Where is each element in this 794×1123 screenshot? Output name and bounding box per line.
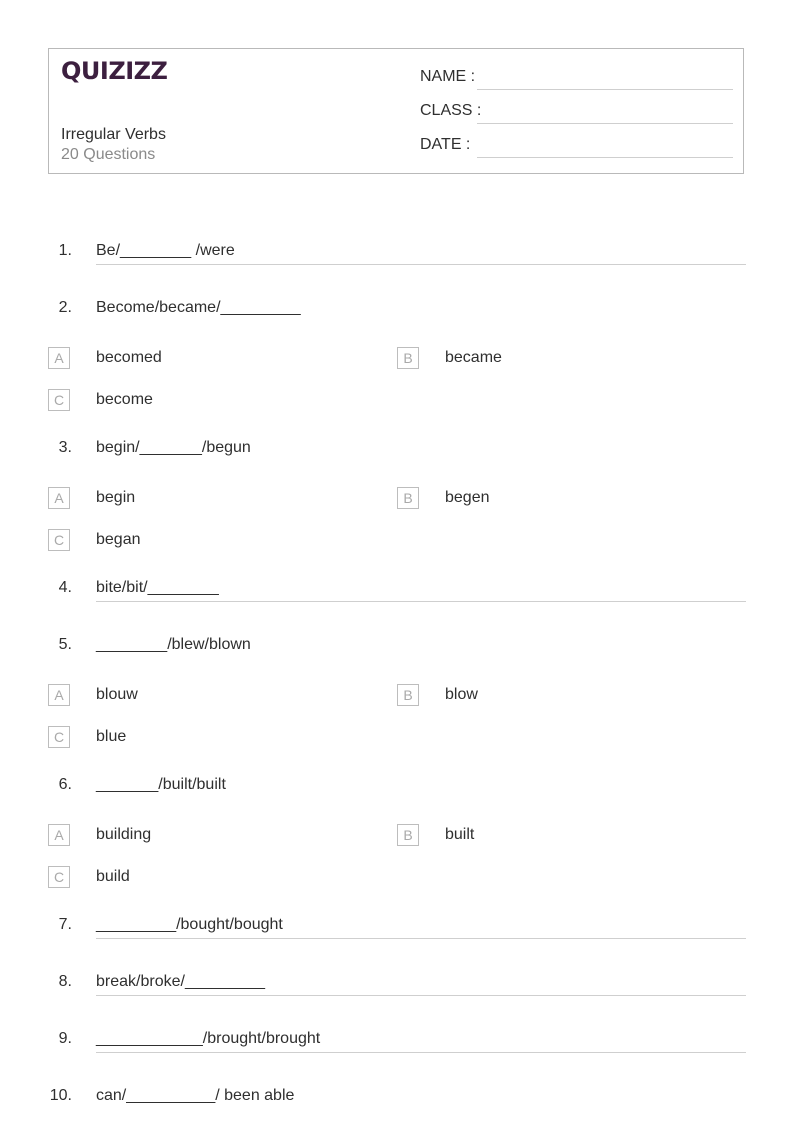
class-label: CLASS :: [420, 102, 482, 119]
worksheet-title: Irregular Verbs: [61, 126, 166, 143]
option-text: building: [96, 826, 152, 843]
answer-line[interactable]: [96, 995, 746, 996]
answer-line[interactable]: [96, 601, 746, 602]
option-text: blouw: [96, 686, 138, 703]
question-count: 20 Questions: [61, 146, 156, 163]
option-letter-box: A: [48, 347, 70, 369]
quizizz-logo: QUIZIZZ: [61, 57, 168, 85]
question-number: 6.: [58, 776, 72, 793]
option-text: became: [445, 349, 502, 366]
option-text: blow: [445, 686, 478, 703]
option-text: build: [96, 868, 130, 885]
question-text: break/broke/_________: [96, 973, 266, 990]
question-text: _________/bought/bought: [96, 916, 283, 933]
option-text: begin: [96, 489, 136, 506]
question-text: _______/built/built: [96, 776, 226, 793]
question-text: begin/_______/begun: [96, 439, 251, 456]
option-letter-box: B: [397, 487, 419, 509]
option-letter-box: B: [397, 684, 419, 706]
answer-line[interactable]: [96, 1052, 746, 1053]
name-label: NAME :: [420, 68, 476, 85]
option-text: becomed: [96, 349, 162, 366]
answer-line[interactable]: [96, 938, 746, 939]
question-number: 1.: [58, 242, 72, 259]
option-letter-box: C: [48, 866, 70, 888]
question-number: 9.: [58, 1030, 72, 1047]
date-field[interactable]: [477, 157, 733, 158]
name-field[interactable]: [477, 89, 733, 90]
question-number: 2.: [58, 299, 72, 316]
class-field[interactable]: [477, 123, 733, 124]
option-letter-box: A: [48, 684, 70, 706]
date-label: DATE :: [420, 136, 471, 153]
option-text: blue: [96, 728, 127, 745]
option-letter-box: A: [48, 824, 70, 846]
option-letter-box: B: [397, 824, 419, 846]
option-letter-box: A: [48, 487, 70, 509]
worksheet-header: [48, 48, 744, 174]
question-text: ____________/brought/brought: [96, 1030, 321, 1047]
option-letter-box: C: [48, 529, 70, 551]
question-number: 4.: [58, 579, 72, 596]
question-number: 7.: [58, 916, 72, 933]
option-text: become: [96, 391, 153, 408]
question-text: bite/bit/________: [96, 579, 219, 596]
option-letter-box: C: [48, 726, 70, 748]
question-text: can/__________/ been able: [96, 1087, 295, 1104]
question-text: Become/became/_________: [96, 299, 301, 316]
question-text: Be/________ /were: [96, 242, 235, 259]
option-text: built: [445, 826, 475, 843]
option-text: begen: [445, 489, 490, 506]
answer-line[interactable]: [96, 264, 746, 265]
question-number: 3.: [58, 439, 72, 456]
option-letter-box: B: [397, 347, 419, 369]
question-number: 10.: [49, 1087, 72, 1104]
question-number: 8.: [58, 973, 72, 990]
option-text: began: [96, 531, 141, 548]
question-number: 5.: [58, 636, 72, 653]
question-text: ________/blew/blown: [96, 636, 251, 653]
option-letter-box: C: [48, 389, 70, 411]
